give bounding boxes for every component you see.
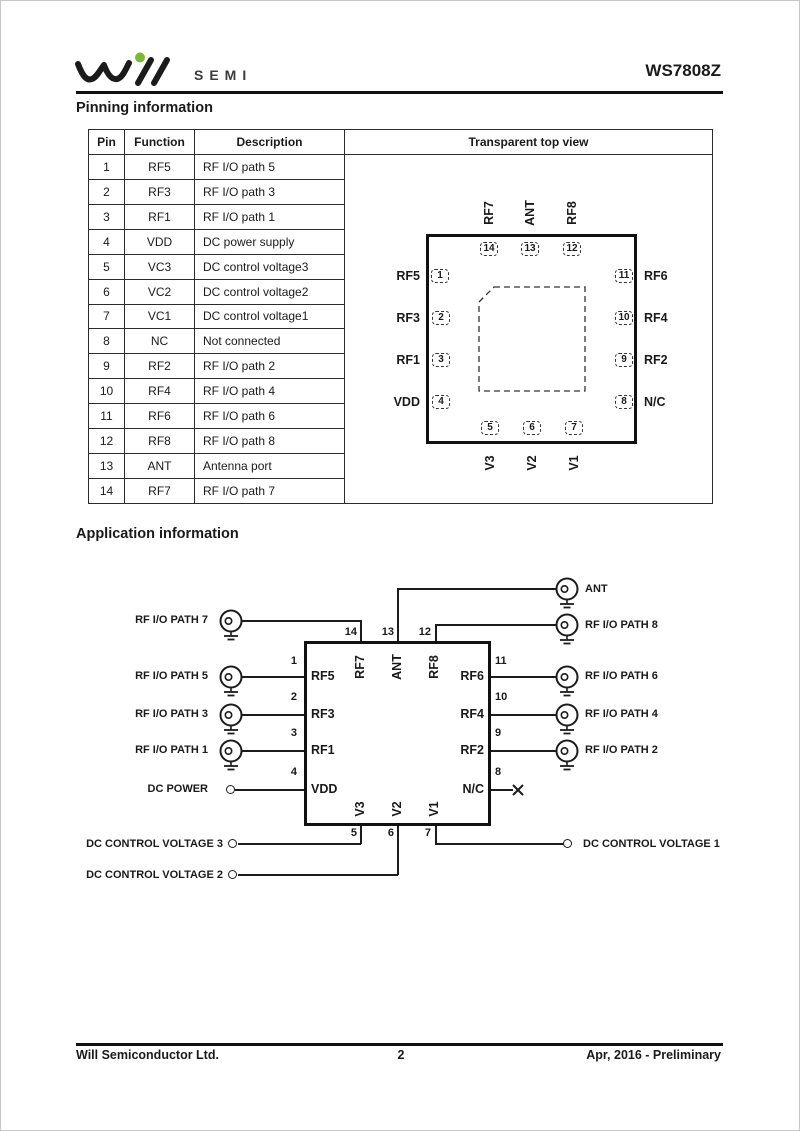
- description-cell: RF I/O path 4: [195, 379, 345, 404]
- table-row: [89, 454, 345, 479]
- description-cell: DC control voltage3: [195, 254, 345, 279]
- logo-wave-icon: [74, 51, 189, 93]
- description-cell: RF I/O path 6: [195, 404, 345, 429]
- footer-date: Apr, 2016 - Preliminary: [586, 1048, 721, 1062]
- pin-pad-3: 3: [432, 353, 450, 367]
- chip-pin-label-rf5: RF5: [311, 669, 335, 683]
- pin-label-v3: V3: [483, 455, 497, 471]
- coax-connector-icon: [218, 664, 244, 698]
- wire: [235, 789, 304, 791]
- chip-pin-label-nc: N/C: [462, 782, 484, 796]
- pin-number-14: 14: [344, 626, 357, 638]
- application-heading: Application information: [76, 526, 239, 542]
- pin-number-5: 5: [350, 827, 357, 839]
- transparent-top-view-cell: [344, 129, 713, 504]
- pinning-heading: Pinning information: [76, 100, 213, 116]
- table-row: [89, 478, 345, 503]
- pin-label-rf3: RF3: [396, 311, 420, 325]
- port-label-ant: ANT: [585, 583, 608, 595]
- description-cell: RF I/O path 8: [195, 429, 345, 454]
- table-row: [89, 329, 345, 354]
- dc-terminal-icon: [563, 839, 572, 848]
- pin-cell: 13: [89, 454, 125, 479]
- pin-pad-7: 7: [565, 421, 583, 435]
- dc-terminal-icon: [228, 839, 237, 848]
- function-cell: VC3: [125, 254, 195, 279]
- brand-name: SEMI: [194, 67, 253, 83]
- pin-number-2: 2: [290, 691, 297, 703]
- pin-label-rf6: RF6: [644, 269, 668, 283]
- chip-pin-label-rf3: RF3: [311, 707, 335, 721]
- coax-connector-icon: [554, 576, 580, 610]
- port-label-dc-control-3: DC CONTROL VOLTAGE 3: [86, 838, 223, 850]
- port-label-dc-control-1: DC CONTROL VOLTAGE 1: [583, 838, 720, 850]
- port-label-rf-path-7: RF I/O PATH 7: [135, 614, 208, 626]
- dc-terminal-icon: [226, 785, 235, 794]
- pin-cell: 8: [89, 329, 125, 354]
- pin-pad-14: 14: [480, 242, 498, 256]
- wire: [238, 843, 361, 845]
- port-label-rf-path-8: RF I/O PATH 8: [585, 619, 658, 631]
- description-cell: Not connected: [195, 329, 345, 354]
- pin-cell: 6: [89, 279, 125, 304]
- pin-pad-11: 11: [615, 269, 633, 283]
- wire: [435, 624, 437, 641]
- pin-number-9: 9: [495, 727, 502, 739]
- function-cell: RF4: [125, 379, 195, 404]
- function-cell: RF5: [125, 155, 195, 180]
- pin-label-rf5: RF5: [396, 269, 420, 283]
- wire: [491, 789, 513, 791]
- pin-cell: 1: [89, 155, 125, 180]
- wire: [238, 874, 398, 876]
- pin-label-v1: V1: [567, 455, 581, 471]
- coax-connector-icon: [218, 608, 244, 642]
- table-row: [89, 155, 345, 180]
- chip-pin-label-rf4: RF4: [460, 707, 484, 721]
- header-rule: [76, 91, 723, 94]
- wire: [242, 676, 304, 678]
- table-row: [89, 254, 345, 279]
- pin-label-vdd: VDD: [393, 395, 420, 409]
- description-cell: RF I/O path 7: [195, 478, 345, 503]
- chip-pin-label-ant: ANT: [390, 654, 404, 680]
- pin-number-6: 6: [387, 827, 394, 839]
- function-cell: RF1: [125, 204, 195, 229]
- pin-number-11: 11: [495, 655, 507, 667]
- pin-number-4: 4: [290, 766, 297, 778]
- chip-pin-label-rf2: RF2: [460, 743, 484, 757]
- chip-pin-label-vdd: VDD: [311, 782, 338, 796]
- chip-pin-label-v3: V3: [353, 801, 367, 817]
- logo-green-dot: [135, 53, 145, 63]
- footer-company: Will Semiconductor Ltd.: [76, 1048, 219, 1062]
- port-label-dc-power: DC POWER: [147, 783, 208, 795]
- pin-cell: 14: [89, 478, 125, 503]
- dc-terminal-icon: [228, 870, 237, 879]
- table-header-row: [89, 130, 345, 155]
- table-row: [89, 204, 345, 229]
- port-label-dc-control-2: DC CONTROL VOLTAGE 2: [86, 869, 223, 881]
- pin-number-7: 7: [424, 827, 431, 839]
- port-label-rf-path-2: RF I/O PATH 2: [585, 744, 658, 756]
- col-header-pin: Pin: [89, 130, 125, 155]
- pin-pad-5: 5: [481, 421, 499, 435]
- pin-label-rf4: RF4: [644, 311, 668, 325]
- coax-connector-icon: [218, 702, 244, 736]
- table-row: [89, 179, 345, 204]
- pin-pad-13: 13: [521, 242, 539, 256]
- pin-number-10: 10: [495, 691, 508, 703]
- pin-number-12: 12: [418, 626, 431, 638]
- function-cell: RF7: [125, 478, 195, 503]
- function-cell: VC1: [125, 304, 195, 329]
- pin-pad-4: 4: [432, 395, 450, 409]
- pin-pad-8: 8: [615, 395, 633, 409]
- port-label-rf-path-5: RF I/O PATH 5: [135, 670, 208, 682]
- footer-rule: [76, 1043, 723, 1046]
- function-cell: ANT: [125, 454, 195, 479]
- pin-cell: 11: [89, 404, 125, 429]
- description-cell: DC control voltage2: [195, 279, 345, 304]
- coax-connector-icon: [554, 664, 580, 698]
- pin-cell: 12: [89, 429, 125, 454]
- pin-pad-1: 1: [431, 269, 449, 283]
- coax-connector-icon: [218, 738, 244, 772]
- function-cell: VDD: [125, 229, 195, 254]
- pin-label-rf7: RF7: [482, 201, 496, 225]
- wire: [242, 750, 304, 752]
- wire: [360, 620, 362, 641]
- pinning-table: [88, 129, 713, 504]
- wire: [435, 624, 556, 626]
- wire: [491, 750, 556, 752]
- pin-number-1: 1: [290, 655, 297, 667]
- coax-connector-icon: [554, 612, 580, 646]
- footer-page-number: 2: [397, 1048, 405, 1062]
- pin-pad-2: 2: [432, 311, 450, 325]
- pin-pad-6: 6: [523, 421, 541, 435]
- not-connected-x-icon: [511, 783, 525, 797]
- pin-number-8: 8: [495, 766, 502, 778]
- pin-number-13: 13: [381, 626, 394, 638]
- product-number: WS7808Z: [645, 61, 721, 80]
- table-row: [89, 404, 345, 429]
- wire: [397, 588, 556, 590]
- coax-connector-icon: [554, 702, 580, 736]
- wire: [491, 714, 556, 716]
- chip-pin-label-rf7: RF7: [353, 655, 367, 679]
- chip-pin-label-v1: V1: [427, 801, 441, 817]
- pin-number-3: 3: [290, 727, 297, 739]
- wire: [242, 714, 304, 716]
- table-row: [89, 429, 345, 454]
- chip-pin-label-rf1: RF1: [311, 743, 335, 757]
- chip-pin-label-rf8: RF8: [427, 655, 441, 679]
- description-cell: RF I/O path 3: [195, 179, 345, 204]
- table-row: [89, 229, 345, 254]
- description-cell: RF I/O path 5: [195, 155, 345, 180]
- application-schematic: [1, 571, 800, 911]
- chip-pin-label-v2: V2: [390, 801, 404, 817]
- pin-cell: 5: [89, 254, 125, 279]
- col-header-function: Function: [125, 130, 195, 155]
- pin-cell: 3: [89, 204, 125, 229]
- pin-label-v2: V2: [525, 455, 539, 471]
- port-label-rf-path-1: RF I/O PATH 1: [135, 744, 208, 756]
- wire: [491, 676, 556, 678]
- table-row: [89, 379, 345, 404]
- pin-cell: 9: [89, 354, 125, 379]
- wire: [435, 843, 564, 845]
- top-view-diagram: [345, 155, 712, 503]
- description-cell: DC power supply: [195, 229, 345, 254]
- pin-cell: 4: [89, 229, 125, 254]
- port-label-rf-path-3: RF I/O PATH 3: [135, 708, 208, 720]
- pin-label-ant: ANT: [523, 200, 537, 226]
- function-cell: VC2: [125, 279, 195, 304]
- top-view-header: Transparent top view: [345, 130, 712, 155]
- pin-label-nc: N/C: [644, 395, 666, 409]
- table-row: [89, 304, 345, 329]
- wire: [242, 620, 361, 622]
- pin-cell: 7: [89, 304, 125, 329]
- description-cell: Antenna port: [195, 454, 345, 479]
- pin-pad-10: 10: [615, 311, 633, 325]
- description-cell: DC control voltage1: [195, 304, 345, 329]
- pin-pad-12: 12: [563, 242, 581, 256]
- pin-label-rf8: RF8: [565, 201, 579, 225]
- table-row: [89, 279, 345, 304]
- function-cell: RF8: [125, 429, 195, 454]
- package-outline: [426, 234, 637, 444]
- function-cell: RF6: [125, 404, 195, 429]
- description-cell: RF I/O path 1: [195, 204, 345, 229]
- pin-cell: 10: [89, 379, 125, 404]
- port-label-rf-path-6: RF I/O PATH 6: [585, 670, 658, 682]
- function-cell: NC: [125, 329, 195, 354]
- pin-cell: 2: [89, 179, 125, 204]
- table-row: [89, 354, 345, 379]
- port-label-rf-path-4: RF I/O PATH 4: [585, 708, 658, 720]
- function-cell: RF3: [125, 179, 195, 204]
- function-cell: RF2: [125, 354, 195, 379]
- description-cell: RF I/O path 2: [195, 354, 345, 379]
- wire: [397, 588, 399, 641]
- pin-label-rf2: RF2: [644, 353, 668, 367]
- chip-pin-label-rf6: RF6: [460, 669, 484, 683]
- pin-pad-9: 9: [615, 353, 633, 367]
- col-header-description: Description: [195, 130, 345, 155]
- coax-connector-icon: [554, 738, 580, 772]
- pin-label-rf1: RF1: [396, 353, 420, 367]
